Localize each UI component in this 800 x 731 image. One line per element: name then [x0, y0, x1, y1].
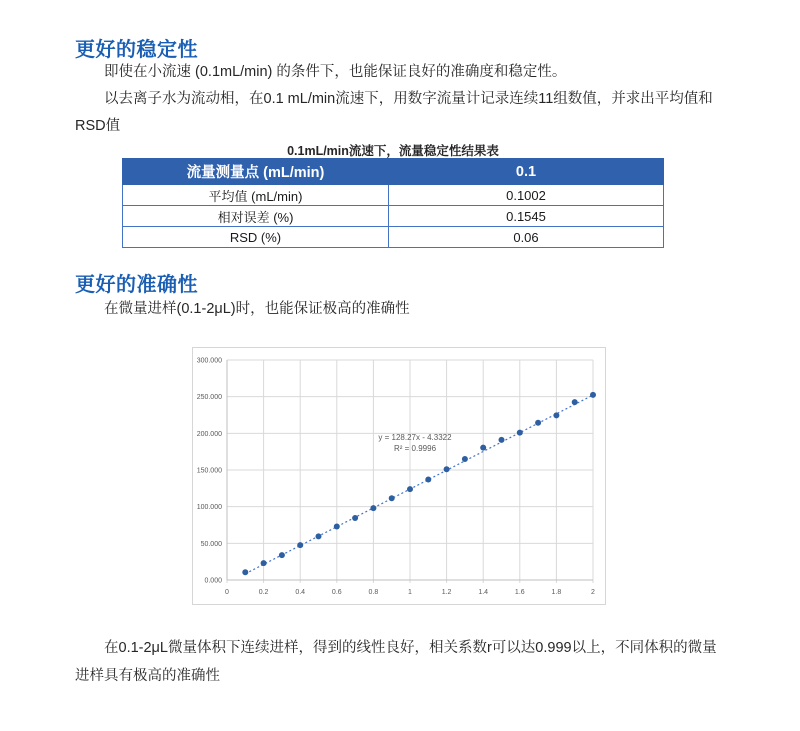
svg-text:1.8: 1.8: [551, 589, 562, 596]
table-cell-label: RSD (%): [123, 227, 389, 248]
table-cell-label: 平均值 (mL/min): [123, 185, 389, 206]
table-row: [123, 185, 664, 206]
table-row: [123, 206, 664, 227]
svg-text:150.000: 150.000: [196, 467, 222, 475]
linearity-chart-container: [192, 347, 606, 605]
svg-text:2: 2: [591, 589, 595, 596]
accuracy-intro-paragraph: [75, 296, 410, 323]
svg-text:0.8: 0.8: [368, 589, 379, 596]
stability-paragraph: [75, 59, 713, 140]
svg-text:0.2: 0.2: [258, 589, 269, 596]
stability-line-1: 即使在小流速 (0.1mL/min) 的条件下，也能保证良好的准确度和稳定性。: [104, 64, 567, 80]
table-cell-value: 0.06: [389, 227, 664, 248]
svg-text:1.4: 1.4: [478, 589, 489, 596]
table-cell-value: 0.1545: [389, 206, 664, 227]
table-header-value: 0.1: [389, 159, 664, 185]
svg-text:100.000: 100.000: [196, 504, 222, 512]
svg-text:200.000: 200.000: [196, 430, 222, 438]
svg-text:0.4: 0.4: [295, 589, 306, 596]
svg-text:250.000: 250.000: [196, 394, 222, 402]
svg-text:y = 128.27x - 4.3322: y = 128.27x - 4.3322: [378, 433, 452, 442]
conclusion-paragraph: [75, 634, 717, 690]
svg-text:R² = 0.9996: R² = 0.9996: [393, 444, 437, 453]
table-header-row: [123, 159, 664, 185]
svg-text:300.000: 300.000: [196, 357, 222, 365]
linearity-scatter-chart: [193, 348, 605, 604]
table-cell-label: 相对误差 (%): [123, 206, 389, 227]
svg-text:1: 1: [408, 589, 412, 596]
stability-table: [122, 158, 664, 248]
section-heading-accuracy: 更好的准确性: [75, 274, 198, 296]
table-caption: 0.1mL/min流速下，流量稳定性结果表: [287, 144, 499, 158]
svg-text:1.6: 1.6: [514, 589, 525, 596]
svg-text:50.000: 50.000: [200, 540, 222, 548]
svg-text:0.6: 0.6: [331, 589, 342, 596]
stability-results-table: [122, 158, 664, 248]
accuracy-intro-line: 在微量进样(0.1-2μL)时，也能保证极高的准确性: [104, 301, 410, 317]
section-heading-stability: 更好的稳定性: [75, 39, 198, 61]
svg-text:0: 0: [225, 589, 229, 596]
stability-line-2: 以去离子水为流动相，在0.1 mL/min流速下，用数字流量计记录连续11组数值，并求出平均值和: [104, 91, 713, 107]
conclusion-line-1: 在0.1-2μL微量体积下连续进样，得到的线性良好，相关系数r可以达0.999以上，不同体积的微量: [104, 640, 717, 656]
svg-text:0.000: 0.000: [204, 577, 222, 585]
conclusion-line-2: 进样具有极高的准确性: [75, 668, 220, 684]
stability-line-3: RSD值: [75, 118, 121, 134]
table-cell-value: 0.1002: [389, 185, 664, 206]
table-header-parameter: 流量测量点 (mL/min): [123, 159, 389, 185]
svg-text:1.2: 1.2: [441, 589, 452, 596]
table-row: [123, 227, 664, 248]
